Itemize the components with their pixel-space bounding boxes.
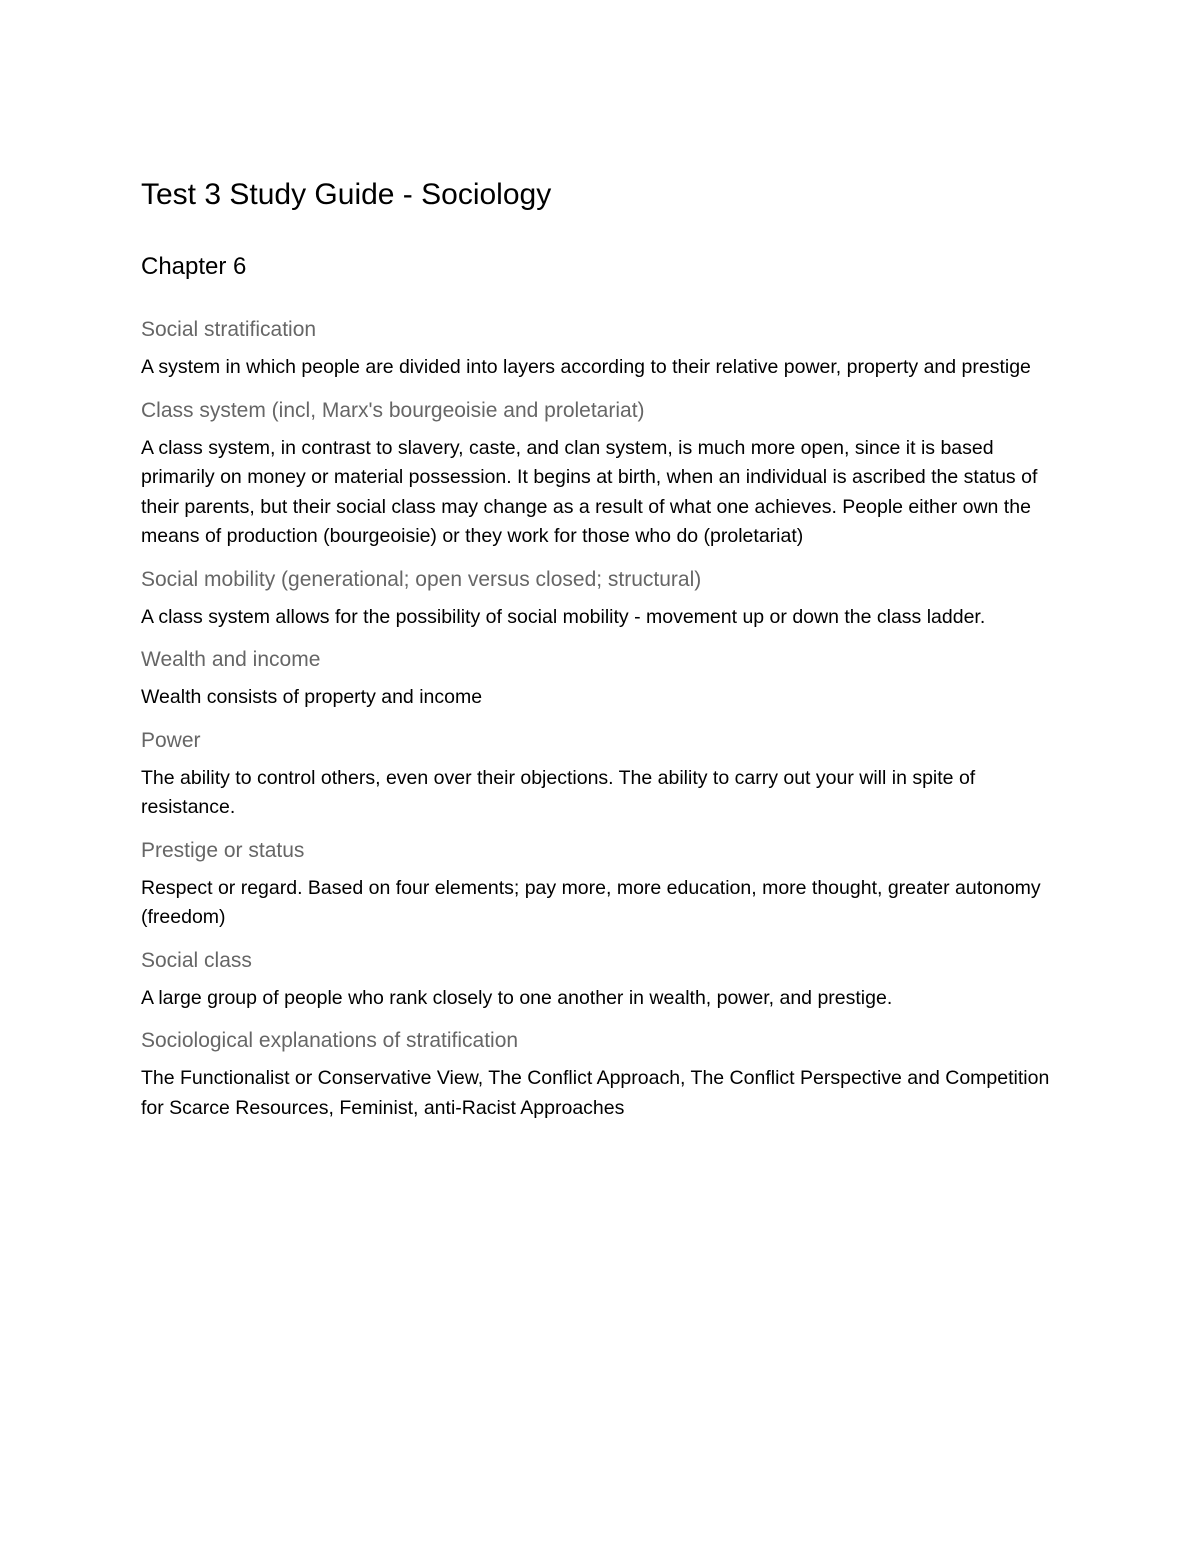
term-heading: Social class xyxy=(141,948,252,972)
term-definition: The ability to control others, even over their objections. The ability to carry out your will in spite of resistance. xyxy=(141,766,976,818)
term-social-mobility xyxy=(141,564,1061,633)
term-power xyxy=(141,725,1061,823)
term-definition: A system in which people are divided into layers according to their relative power, property and prestige xyxy=(141,356,1031,378)
term-heading: Class system (incl, Marx's bourgeoisie and proletariat) xyxy=(141,398,645,422)
term-wealth-and-income xyxy=(141,644,1061,713)
term-definition: A class system, in contrast to slavery, caste, and clan system, is much more open, since it is based primarily on money or material possession. It begins at birth, when an individual is ascribed the status of their parents, but their social class may change as a result of what one achieves. People either own the means of production (bourgeoisie) or they work for those who do (proletariat) xyxy=(141,436,1038,547)
term-social-stratification xyxy=(141,314,1061,383)
term-heading: Social stratification xyxy=(141,318,317,341)
document-title: Test 3 Study Guide - Sociology xyxy=(141,178,552,211)
term-definition: Wealth consists of property and income xyxy=(141,686,483,708)
term-definition: A class system allows for the possibility of social mobility - movement up or down the class ladder. xyxy=(141,605,986,628)
term-prestige-or-status xyxy=(141,835,1061,933)
term-list xyxy=(141,314,1061,1135)
term-class-system xyxy=(141,395,1061,552)
term-heading: Power xyxy=(141,728,201,752)
term-definition: Respect or regard. Based on four elements; pay more, more education, more thought, greater autonomy (freedom) xyxy=(141,876,1041,928)
term-social-class xyxy=(141,945,1061,1014)
term-heading: Prestige or status xyxy=(141,838,305,862)
term-heading: Wealth and income xyxy=(141,648,321,671)
term-definition: The Functionalist or Conservative View, The Conflict Approach, The Conflict Perspective and Competition for Scarce Resources, Feminist, anti-Racist Approaches xyxy=(141,1067,1050,1119)
term-heading: Sociological explanations of stratification xyxy=(141,1029,519,1052)
chapter-heading: Chapter 6 xyxy=(141,253,247,280)
term-heading: Social mobility (generational; open versus closed; structural) xyxy=(141,567,702,591)
term-definition: A large group of people who rank closely to one another in wealth, power, and prestige. xyxy=(141,986,893,1009)
term-sociological-explanations xyxy=(141,1025,1061,1123)
